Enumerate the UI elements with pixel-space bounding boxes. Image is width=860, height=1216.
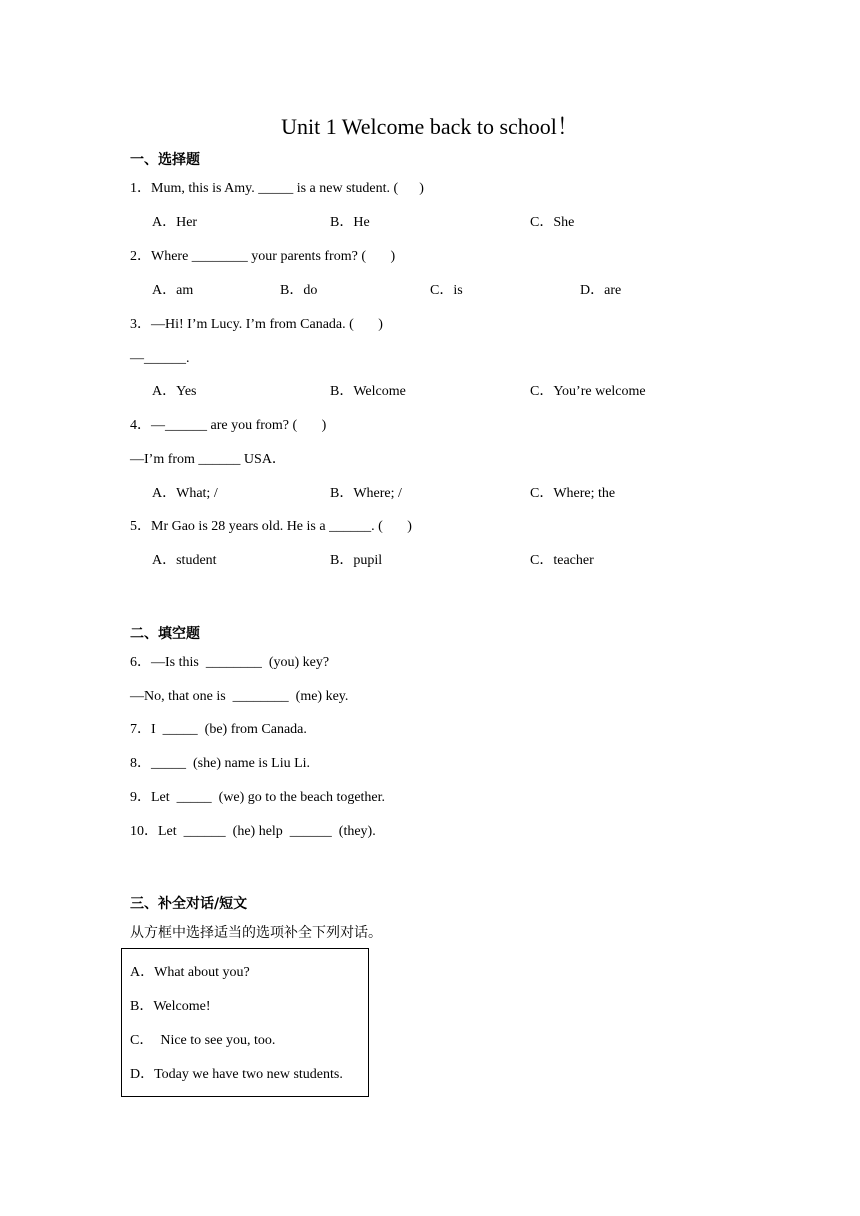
- q5-option-c: C．teacher: [530, 553, 594, 568]
- question-4-response: —I’m from ______ USA．: [130, 452, 286, 467]
- q3-option-a: A．Yes: [152, 384, 197, 399]
- q5-option-a: A．student: [152, 553, 217, 568]
- q4-option-b: B．Where; /: [330, 486, 402, 501]
- dialogue-option-d: D．Today we have two new students.: [130, 1067, 343, 1082]
- question-6-response: —No, that one is ________ (me) key.: [130, 689, 349, 704]
- question-4: 4．—______ are you from? ( ): [130, 418, 327, 433]
- q3-option-c: C．You’re welcome: [530, 384, 646, 399]
- question-3: 3．—Hi! I’m Lucy. I’m from Canada. ( ): [130, 317, 383, 332]
- question-8: 8．_____ (she) name is Liu Li.: [130, 756, 311, 771]
- q2-option-a: A．am: [152, 283, 194, 298]
- q1-option-c: C．She: [530, 215, 575, 230]
- q2-option-c: C．is: [430, 283, 463, 298]
- question-1: 1．Mum, this is Amy. _____ is a new student. ( ): [130, 181, 424, 196]
- section-heading-fill: 二、填空题: [130, 626, 200, 642]
- question-2: 2．Where ________ your parents from? ( ): [130, 249, 396, 264]
- section-heading-dialogue: 三、补全对话/短文: [130, 896, 248, 912]
- question-6: 6．—Is this ________ (you) key?: [130, 655, 330, 670]
- dialogue-option-c: C． Nice to see you, too.: [130, 1033, 276, 1048]
- q4-option-c: C．Where; the: [530, 486, 616, 501]
- options-box: [121, 948, 369, 1097]
- q2-option-d: D．are: [580, 283, 622, 298]
- dialogue-option-a: A．What about you?: [130, 965, 250, 980]
- dialogue-instruction: 从方框中选择适当的选项补全下列对话。: [130, 925, 382, 941]
- q5-option-b: B．pupil: [330, 553, 383, 568]
- question-3-response: —______.: [130, 351, 190, 366]
- page-title: Unit 1 Welcome back to school！: [281, 114, 579, 139]
- question-5: 5．Mr Gao is 28 years old. He is a ______. ( ): [130, 519, 412, 534]
- q3-option-b: B．Welcome: [330, 384, 406, 399]
- q4-option-a: A．What; /: [152, 486, 218, 501]
- question-7: 7．I _____ (be) from Canada.: [130, 722, 307, 737]
- question-10: 10．Let ______ (he) help ______ (they).: [130, 824, 376, 839]
- section-heading-choice: 一、选择题: [130, 152, 200, 168]
- q2-option-b: B．do: [280, 283, 318, 298]
- q1-option-b: B．He: [330, 215, 370, 230]
- q1-option-a: A．Her: [152, 215, 198, 230]
- question-9: 9．Let _____ (we) go to the beach together.: [130, 790, 386, 805]
- dialogue-option-b: B．Welcome!: [130, 999, 211, 1014]
